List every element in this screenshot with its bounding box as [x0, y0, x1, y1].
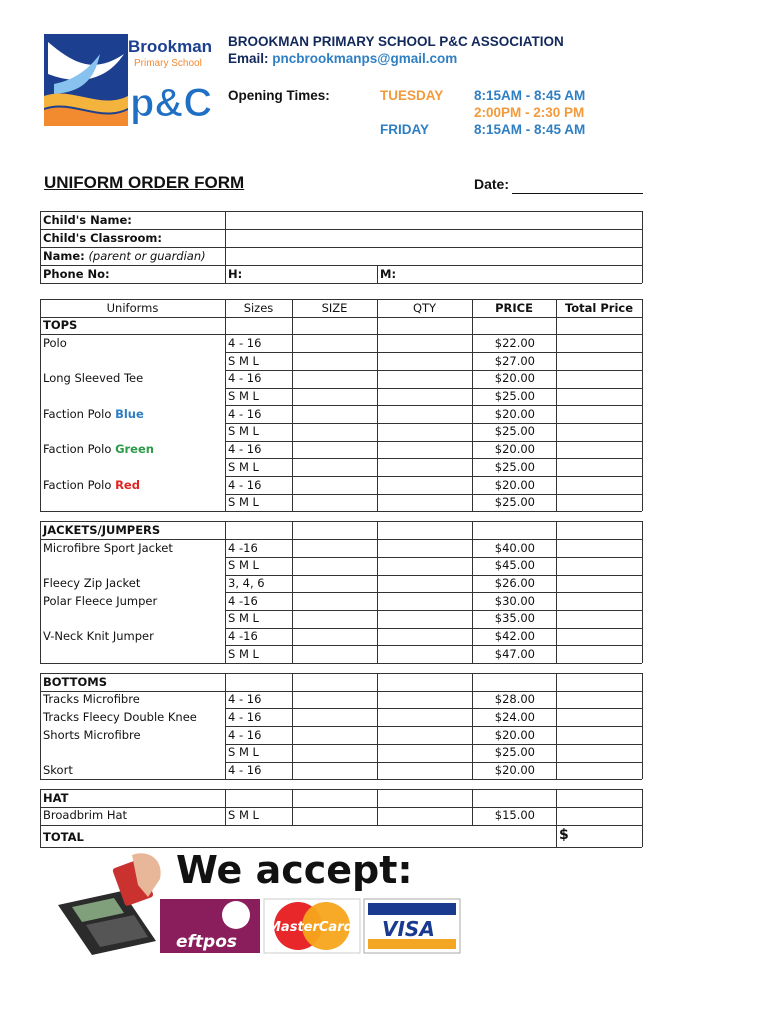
item-label: Faction Polo: [43, 442, 112, 457]
item-label: Broadbrim Hat: [43, 808, 128, 823]
item-name: [43, 441, 154, 459]
table-rule: [377, 521, 378, 663]
table-rule: [40, 511, 642, 512]
payment-methods-image: [52, 845, 462, 957]
price: $47.00: [494, 646, 535, 661]
table-rule: [556, 299, 557, 511]
faction-color-label: Red: [115, 477, 140, 492]
size-range: S M L: [228, 808, 259, 823]
table-rule: [556, 789, 557, 824]
col-header-6: Total Price: [564, 300, 634, 315]
size-input[interactable]: [293, 459, 376, 475]
price: $28.00: [494, 692, 535, 707]
size-range: S M L: [228, 745, 259, 760]
table-rule: [377, 265, 378, 283]
size-range: 4 - 16: [228, 406, 262, 421]
qty-input[interactable]: [378, 353, 471, 369]
item-label: Polo: [43, 335, 67, 350]
item-name: [43, 335, 67, 353]
size-input[interactable]: [293, 335, 376, 351]
form-title: UNIFORM ORDER FORM: [44, 173, 245, 192]
col-header-4: QTY: [412, 300, 437, 315]
table-rule: [472, 299, 473, 511]
col-header-2: Sizes: [243, 300, 274, 315]
size-range: S M L: [228, 424, 259, 439]
table-rule: [556, 521, 557, 663]
price: $20.00: [494, 406, 535, 421]
name-label: Name:: [43, 248, 85, 263]
size-range: 4 - 16: [228, 477, 262, 492]
size-range: 3, 4, 6: [228, 576, 265, 590]
item-name: [43, 807, 127, 825]
price: $24.00: [494, 709, 535, 724]
phone-home-label: H:: [228, 266, 243, 281]
size-range: S M L: [228, 389, 259, 403]
date-label: Date:: [474, 176, 510, 192]
price: $26.00: [494, 576, 535, 590]
size-range: 4 - 16: [228, 727, 262, 742]
email-line: [228, 50, 457, 67]
item-name: [43, 593, 157, 611]
size-input[interactable]: [293, 808, 376, 824]
table-rule: [40, 283, 642, 284]
we-accept-title: We accept:: [176, 848, 413, 892]
col-header-5: PRICE: [495, 300, 533, 315]
table-rule: [642, 211, 643, 283]
price: $30.00: [494, 593, 535, 608]
price: $20.00: [494, 442, 535, 457]
item-label: V-Neck Knit Jumper: [43, 629, 154, 644]
item-name: [43, 691, 140, 709]
item-label: Microfibre Sport Jacket: [43, 540, 173, 555]
time-tuesday-1: 8:15AM - 8:45 AM: [474, 88, 586, 103]
faction-color-label: Blue: [115, 406, 144, 421]
size-input[interactable]: [293, 646, 376, 662]
qty-input[interactable]: [378, 495, 471, 511]
section-title-tops: TOPS: [43, 318, 78, 333]
logo-text-brookman: Brookman: [128, 37, 213, 56]
item-label: Skort: [43, 763, 73, 777]
table-rule: [40, 521, 41, 663]
item-label: Polar Fleece Jumper: [43, 593, 158, 608]
size-range: 4 - 16: [228, 763, 262, 777]
item-label: Faction Polo: [43, 477, 112, 492]
price: $22.00: [494, 335, 535, 350]
item-label: Tracks Microfibre: [43, 692, 140, 707]
name-hint: (parent or guardian): [88, 248, 206, 263]
qty-input[interactable]: [378, 808, 471, 824]
brookman-pc-logo: [44, 34, 220, 130]
price: $42.00: [494, 629, 535, 644]
price: $20.00: [494, 763, 535, 777]
size-input[interactable]: [293, 540, 376, 556]
email-address[interactable]: pncbrookmanps@gmail.com: [272, 51, 458, 66]
size-input[interactable]: [293, 389, 376, 405]
size-input[interactable]: [293, 495, 376, 511]
table-rule: [40, 825, 41, 847]
size-input[interactable]: [293, 477, 376, 493]
table-rule: [642, 789, 643, 824]
qty-input[interactable]: [378, 727, 471, 743]
size-input[interactable]: [293, 593, 376, 609]
item-name: [43, 762, 73, 780]
price: $20.00: [494, 727, 535, 742]
item-name: [43, 540, 173, 558]
child-name-label: Child's Name:: [43, 212, 132, 227]
item-name: [43, 477, 140, 495]
qty-input[interactable]: [378, 593, 471, 609]
total-label: TOTAL: [43, 829, 84, 844]
table-rule: [556, 673, 557, 779]
size-range: S M L: [228, 353, 259, 368]
size-input[interactable]: [293, 353, 376, 369]
price: $45.00: [494, 558, 535, 573]
item-label: Shorts Microfibre: [43, 727, 141, 742]
price: $25.00: [494, 389, 535, 403]
size-input[interactable]: [293, 727, 376, 743]
item-label: Tracks Fleecy Double Knee: [43, 709, 197, 724]
table-rule: [377, 299, 378, 511]
section-title-jackets-jumpers: JACKETS/JUMPERS: [43, 522, 161, 537]
price: $20.00: [494, 477, 535, 492]
price: $35.00: [494, 611, 535, 626]
table-rule: [225, 789, 226, 824]
item-label: Long Sleeved Tee: [43, 371, 144, 386]
qty-input[interactable]: [378, 389, 471, 405]
table-rule: [40, 789, 41, 824]
qty-input[interactable]: [378, 459, 471, 475]
qty-input[interactable]: [378, 424, 471, 440]
price: $20.00: [494, 371, 535, 386]
table-rule: [472, 789, 473, 824]
table-rule: [292, 789, 293, 824]
qty-input[interactable]: [378, 745, 471, 761]
item-name: [43, 370, 143, 388]
table-rule: [556, 825, 557, 847]
table-rule: [40, 825, 642, 826]
qty-input[interactable]: [378, 442, 471, 458]
size-range: S M L: [228, 558, 259, 573]
table-rule: [642, 521, 643, 663]
price: $25.00: [494, 745, 535, 760]
item-name: [43, 727, 141, 745]
qty-input[interactable]: [378, 709, 471, 725]
size-range: 4 -16: [228, 629, 258, 644]
qty-input[interactable]: [378, 576, 471, 592]
size-input[interactable]: [293, 576, 376, 592]
day-friday: FRIDAY: [380, 122, 430, 137]
day-tuesday: TUESDAY: [380, 88, 444, 103]
item-name: [43, 709, 197, 727]
table-rule: [292, 299, 293, 511]
table-rule: [642, 673, 643, 779]
size-input[interactable]: [293, 406, 376, 422]
size-input[interactable]: [293, 709, 376, 725]
size-input[interactable]: [293, 442, 376, 458]
size-input[interactable]: [293, 558, 376, 574]
table-rule: [40, 299, 41, 511]
item-label: Fleecy Zip Jacket: [43, 576, 141, 590]
item-name: [43, 575, 140, 593]
size-range: 4 -16: [228, 540, 258, 555]
qty-input[interactable]: [378, 646, 471, 662]
card-terminal-icon: [58, 853, 161, 955]
size-range: 4 - 16: [228, 335, 262, 350]
price: $25.00: [494, 459, 535, 474]
table-rule: [225, 299, 226, 511]
size-range: S M L: [228, 611, 259, 626]
table-rule: [472, 521, 473, 663]
opening-times-label: Opening Times:: [228, 88, 330, 103]
table-rule: [40, 317, 642, 318]
price: $40.00: [494, 540, 535, 555]
table-rule: [292, 673, 293, 779]
table-rule: [40, 673, 642, 674]
child-classroom-label: Child's Classroom:: [43, 230, 162, 245]
guardian-name-label: [43, 248, 206, 266]
email-label: Email:: [228, 51, 269, 66]
section-title-hat: HAT: [43, 790, 69, 805]
size-input[interactable]: [293, 692, 376, 708]
table-rule: [40, 673, 41, 779]
size-input[interactable]: [293, 763, 376, 779]
item-label: Faction Polo: [43, 406, 112, 421]
size-range: 4 - 16: [228, 371, 262, 386]
logo-text-school: Primary School: [134, 58, 202, 69]
qty-input[interactable]: [378, 335, 471, 351]
size-input[interactable]: [293, 371, 376, 387]
qty-input[interactable]: [378, 558, 471, 574]
col-header-1: Uniforms: [106, 300, 159, 315]
table-rule: [292, 521, 293, 663]
total-value[interactable]: $: [559, 826, 569, 843]
eftpos-text: eftpos: [176, 932, 238, 952]
child-classroom-input[interactable]: [226, 230, 641, 246]
qty-input[interactable]: [378, 477, 471, 493]
item-name: [43, 628, 154, 646]
section-title-bottoms: BOTTOMS: [43, 674, 107, 689]
table-rule: [225, 521, 226, 663]
table-rule: [642, 299, 643, 511]
size-range: S M L: [228, 459, 259, 474]
size-range: 4 - 16: [228, 442, 262, 457]
table-rule: [377, 789, 378, 824]
item-name: [43, 406, 144, 424]
org-name: BROOKMAN PRIMARY SCHOOL P&C ASSOCIATION: [228, 34, 564, 49]
table-rule: [40, 211, 41, 283]
time-tuesday-2: 2:00PM - 2:30 PM: [474, 105, 585, 120]
qty-input[interactable]: [378, 611, 471, 627]
price: $25.00: [494, 495, 535, 510]
table-rule: [642, 825, 643, 847]
size-range: S M L: [228, 495, 259, 510]
qty-input[interactable]: [378, 763, 471, 779]
price: $15.00: [494, 808, 535, 823]
size-input[interactable]: [293, 745, 376, 761]
table-rule: [40, 779, 642, 780]
table-rule: [472, 673, 473, 779]
table-rule: [40, 265, 642, 266]
phone-label: Phone No:: [43, 266, 110, 281]
table-rule: [377, 673, 378, 779]
col-header-3: SIZE: [321, 300, 348, 315]
size-range: 4 -16: [228, 593, 258, 608]
child-name-input[interactable]: [226, 212, 641, 228]
size-input[interactable]: [293, 611, 376, 627]
logo-text-pc: p&C: [130, 81, 213, 125]
visa-text: VISA: [382, 917, 435, 941]
price: $27.00: [494, 353, 535, 368]
size-input[interactable]: [293, 629, 376, 645]
price: $25.00: [494, 424, 535, 439]
table-rule: [40, 789, 642, 790]
table-rule: [225, 673, 226, 779]
time-friday-1: 8:15AM - 8:45 AM: [474, 122, 586, 137]
qty-input[interactable]: [378, 629, 471, 645]
date-field[interactable]: [512, 193, 643, 194]
qty-input[interactable]: [378, 406, 471, 422]
size-range: S M L: [228, 646, 259, 661]
qty-input[interactable]: [378, 692, 471, 708]
phone-mobile-label: M:: [380, 266, 397, 281]
size-range: 4 - 16: [228, 692, 262, 707]
table-rule: [40, 663, 642, 664]
qty-input[interactable]: [378, 540, 471, 556]
guardian-name-input[interactable]: [226, 248, 641, 264]
faction-color-label: Green: [115, 442, 154, 457]
size-range: 4 - 16: [228, 709, 262, 724]
mastercard-text: MasterCard: [268, 920, 353, 935]
qty-input[interactable]: [378, 371, 471, 387]
size-input[interactable]: [293, 424, 376, 440]
